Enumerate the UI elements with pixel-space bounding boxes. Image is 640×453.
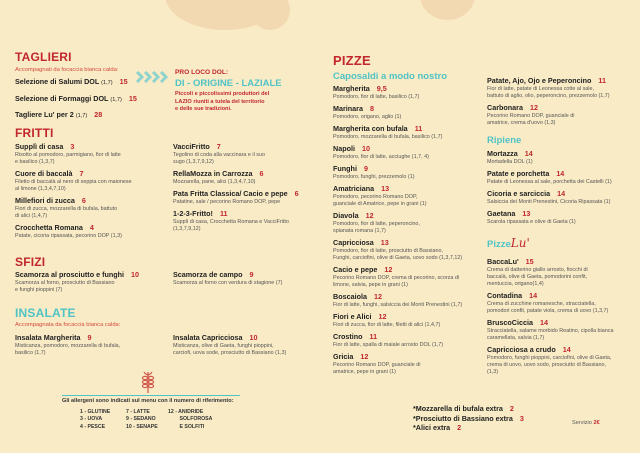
item-name-line	[487, 318, 613, 328]
item-name-line	[487, 169, 613, 179]
menu-item	[487, 103, 613, 127]
item-name-line	[15, 333, 120, 343]
menu-item	[413, 414, 524, 424]
item-name: Crostino	[333, 332, 363, 341]
section-title: PIZZE	[333, 53, 371, 68]
item-price: 6	[259, 169, 264, 178]
item-price: 14	[556, 169, 565, 178]
item-name: Amatriciana	[333, 184, 375, 193]
item-description: Pomodoro, origano, aglio (1)	[333, 114, 402, 120]
item-name-line	[487, 345, 613, 355]
item-price: 12	[360, 352, 369, 361]
item-price: 11	[414, 124, 423, 133]
item-name: Carbonara	[487, 103, 523, 112]
item-description: Pecorino Romano DOP, guanciale di amatrice, pepe in grani (1)	[333, 362, 421, 375]
menu-item	[173, 209, 299, 233]
menu-item	[333, 164, 462, 181]
item-description: Tegolino di coda alla vaccinara e il suo sugo (1,3,7,9,12)	[173, 152, 265, 165]
menu-item	[15, 169, 132, 193]
item-price: 14	[539, 318, 548, 327]
menu-item	[333, 312, 462, 329]
item-allergens: (1,7)	[75, 113, 88, 119]
item-name: Patate, Ajo, Ojo e Peperoncino	[487, 76, 592, 85]
item-description: Scamorza al forno con verdura di stagione (7)	[173, 280, 283, 286]
menu-item	[15, 142, 132, 166]
item-name-line	[413, 404, 524, 414]
item-name-line	[333, 238, 462, 248]
item-name: VacciFritto	[173, 142, 210, 151]
item-allergens: (1,7)	[101, 80, 113, 86]
menu-item	[173, 189, 299, 206]
item-name: Selezione di Salumi DOL	[15, 77, 100, 86]
section-right	[487, 76, 613, 379]
item-name-line	[333, 352, 462, 362]
item-name-line	[333, 265, 462, 275]
item-price: 3	[519, 413, 524, 423]
item-description: Pecorino Romano DOP, guanciale di amatrice, crema d'uovo (1,3)	[487, 113, 575, 126]
allergens-col-2: 7 - LATTE 9 - SEDANO 10 - SENAPE	[126, 409, 158, 430]
item-name-line	[333, 164, 462, 174]
section-subtitle: Accompagnata da focaccia bianca calda:	[15, 322, 121, 328]
menu-item	[173, 169, 299, 186]
fritti-list-right	[173, 142, 299, 236]
section-title: TAGLIERI	[15, 50, 72, 64]
item-name-line	[173, 169, 299, 179]
item-name: *Prosciutto di Bassiano extra	[413, 413, 513, 423]
item-name-line	[15, 270, 139, 280]
item-description: Crema di zucchine romanesche, stracciatella, pomodori confit, patate viola, crema di uovo (1,3,7)	[487, 301, 609, 314]
item-description: Pomodoro, funghi, prezzemolo (1)	[333, 174, 415, 180]
item-name: 1-2-3-Fritto!	[173, 209, 213, 218]
allergens-col-1: 1 - GLUTINE 3 - UOVA 4 - PESCE	[80, 409, 111, 430]
item-name: Cicoria e sarciccia	[487, 189, 551, 198]
menu-item	[173, 333, 286, 357]
item-description: Stracciatella, salame morbido Reatino, cipolla bianca caramellata, salvia (1,7)	[487, 328, 614, 341]
item-name: BaccaLu'	[487, 257, 519, 266]
item-price: 10	[131, 270, 140, 279]
item-price: 6	[81, 196, 86, 205]
item-name: Cuore di baccalà	[15, 169, 73, 178]
menu-item	[333, 184, 462, 208]
item-description: Scarola ripassata e olive di Gaeta (1)	[487, 219, 576, 225]
promo-text: Piccoli e piccolissimi produttori del LAZIO riuniti a tutela del territorio e delle sue tradizioni.	[175, 91, 270, 112]
item-description: Patate di Leonessa al sale, porchetta dei Castelli (1)	[487, 179, 612, 185]
menu-item	[333, 352, 462, 376]
service-price: 2€	[593, 420, 600, 426]
item-name: Selezione di Formaggi DOL	[15, 93, 109, 103]
item-description: Fiori di zucca, fior di latte, filetti di alici (1,4,7)	[333, 322, 441, 328]
item-price: 15	[525, 257, 534, 266]
item-name-line	[487, 149, 613, 159]
promo-headline: DI - ORIGINE - LAZIALE	[175, 78, 282, 89]
item-name: Gricia	[333, 352, 354, 361]
item-price: 3	[70, 142, 75, 151]
item-name-line	[15, 196, 132, 206]
item-name-line	[173, 209, 299, 219]
promo-box	[175, 69, 282, 114]
item-name: Crocchetta Romana	[15, 223, 83, 232]
menu-item	[333, 124, 462, 141]
item-name: Napoli	[333, 144, 355, 153]
item-name-line	[333, 184, 462, 194]
item-name: Scamorza de campo	[173, 270, 243, 279]
item-price: 10	[361, 144, 370, 153]
item-name: Insalata Capricciosa	[173, 333, 243, 342]
item-name-line	[413, 423, 524, 433]
section-pizze	[333, 53, 462, 379]
item-name-line	[487, 257, 613, 267]
extras-list	[413, 404, 524, 433]
service-label: Servizio	[572, 420, 592, 426]
item-name: Millefiori di zucca	[15, 196, 75, 205]
menu-item	[15, 333, 120, 357]
item-name: Mortazza	[487, 149, 518, 158]
item-price: 14	[562, 345, 571, 354]
section-taglieri	[15, 50, 137, 126]
item-price: 8	[369, 104, 374, 113]
item-name-line	[173, 270, 282, 280]
item-name: Patate e porchetta	[487, 169, 550, 178]
item-name: Marinara	[333, 104, 363, 113]
item-price: 9	[363, 164, 368, 173]
item-name-line	[487, 209, 613, 219]
item-description: Patate, cicoria ripassata, pecorino DOP (1,3)	[15, 233, 122, 239]
item-name: Margherita con bufala	[333, 124, 408, 133]
item-name-line	[487, 76, 613, 86]
item-name-line	[15, 93, 137, 107]
item-description: Salsiccia dei Monti Prenestini, Cicoria Ripassata (1)	[487, 199, 611, 205]
item-price: 4	[89, 223, 94, 232]
decor-shape	[420, 0, 475, 20]
item-description: Pomodoro, fior di latte, basilico (1,7)	[333, 94, 420, 100]
item-price: 15	[119, 77, 128, 86]
item-name: Capricciosa a crudo	[487, 345, 556, 354]
item-name-line	[173, 142, 299, 152]
divider	[62, 395, 240, 396]
item-name-line	[15, 142, 132, 152]
item-price: 12	[529, 103, 538, 112]
item-description: Pomodoro, fior di latte, peperoncino, spianata romana (1,7)	[333, 221, 420, 234]
menu-item	[15, 223, 132, 240]
item-allergens: (1,7)	[110, 96, 122, 103]
menu-item	[173, 270, 282, 287]
item-name-line	[333, 124, 462, 134]
item-description: Pomodoro, fior di latte, prosciutto di Bassiano, Funghi, carciofini, olive di Gaeta, uovo sodo (1,3,7,12)	[333, 248, 463, 261]
item-description: Fior di latte, spalla di maiale arrosto DOL (1,7)	[333, 342, 444, 348]
ripiene-title: Ripiene	[487, 135, 522, 146]
section-title-sfizi: SFIZI	[15, 255, 46, 269]
item-name: Capricciosa	[333, 238, 374, 247]
item-description: Fior di latte, patate di Leonessa cotte al sale, battuto di aglio, olio, peperoncino, prezzemolo (1,7)	[487, 86, 610, 99]
menu-item	[413, 404, 524, 414]
item-description: Risotto al pomodoro, parmigiano, fior di latte e basilico (1,3,7)	[15, 152, 121, 165]
item-name-line	[333, 84, 462, 94]
item-name: Gaetana	[487, 209, 516, 218]
item-name: Supplì di casa	[15, 142, 64, 151]
item-price: 6	[294, 189, 299, 198]
item-name-line	[173, 189, 299, 199]
menu-item	[15, 109, 137, 123]
section-title-fritti: FRITTI	[15, 126, 54, 140]
item-price: 14	[529, 291, 538, 300]
item-description: Pomodoro, mozzarella di bufala, basilico (1,7)	[333, 134, 443, 140]
section-title-insalate: INSALATE	[15, 306, 76, 320]
item-name: *Mozzarella di bufala extra	[413, 404, 503, 413]
menu-item	[487, 257, 613, 288]
item-description: Crema di datterino giallo arrosto, fiocchi di baccalà, olive di Gaeta, pomodorini confit, mentuccia, origano(1,4)	[487, 267, 588, 287]
item-price: 13	[380, 238, 389, 247]
item-name: Cacio e pepe	[333, 265, 378, 274]
item-name: Fiori e Alici	[333, 312, 372, 321]
menu-item	[15, 76, 137, 90]
item-price: 12	[384, 265, 393, 274]
item-name: Pata Fritta Classica/ Cacio e pepe	[173, 189, 288, 198]
item-price: 13	[381, 184, 390, 193]
item-name-line	[333, 292, 462, 302]
item-description: Pecorino Romano DOP, crema di pecorino, scorza di limone, salvia, pepe in grani (1)	[333, 275, 460, 288]
menu-item	[333, 332, 462, 349]
item-description: Mortadella DOL (1)	[487, 159, 533, 165]
promo-title: PRO LOCO DOL:	[175, 69, 229, 76]
item-description: Fior di latte, funghi, salsiccia dei Monti Prenestini (1,7)	[333, 302, 463, 308]
item-price: 9	[249, 270, 254, 279]
menu-item	[173, 142, 299, 166]
menu-item	[333, 144, 462, 161]
insalate-list-left	[15, 333, 120, 360]
menu-item	[487, 189, 613, 206]
item-name: BruscoCiccia	[487, 318, 533, 327]
menu-item	[487, 209, 613, 226]
menu-item	[487, 169, 613, 186]
item-description: Pomodoro, fior di latte, acciughe (1,7, 4)	[333, 154, 429, 160]
allergens-col-3: 12 - ANIDRIDE SOLFOROSA E SOLFITI	[168, 409, 213, 430]
item-name-line	[15, 169, 132, 179]
allergens-title: Gli allergeni sono indicati sul menu con il numero di riferimento:	[62, 398, 234, 404]
item-description: Patatine, sale / pecorino Romano DOP, pepe	[173, 199, 281, 205]
item-price: 12	[378, 312, 387, 321]
item-name: Contadina	[487, 291, 523, 300]
item-name-line	[333, 104, 462, 114]
item-price: 7	[216, 142, 221, 151]
menu-item	[333, 292, 462, 309]
decor-shape	[250, 0, 290, 30]
item-name: Insalata Margherita	[15, 333, 81, 342]
section-subtitle: Accompagnati da focaccia bianca calda:	[15, 67, 119, 73]
menu-item	[333, 238, 462, 262]
item-price: 12	[373, 292, 382, 301]
item-price: 14	[557, 189, 566, 198]
item-price: 9,5	[376, 84, 387, 93]
item-description: Misticanza, pomodoro, mozzarella di bufala, basilico (1,7)	[15, 343, 121, 356]
sfizi-list-right	[173, 270, 282, 290]
item-price: 12	[365, 211, 374, 220]
item-price: 2	[457, 423, 462, 432]
item-name-line	[173, 333, 286, 343]
item-name-line	[487, 189, 613, 199]
menu-item	[413, 423, 524, 433]
item-name-line	[487, 103, 613, 113]
item-price: 9	[87, 333, 92, 342]
menu-item	[487, 149, 613, 166]
item-name: Scamorza al prosciutto e funghi	[15, 270, 125, 279]
item-name: RellaMozza in Carrozza	[173, 169, 253, 178]
item-description: Pomodoro, pecorino Romano DOP, guanciale di Amatrice, pepe in grani (1)	[333, 194, 427, 207]
item-name: Funghi	[333, 164, 357, 173]
fritti-list-left	[15, 142, 132, 243]
item-name: Tagliere Lu' per 2	[15, 110, 74, 119]
item-name: Margherita	[333, 84, 370, 93]
item-price: 28	[94, 110, 103, 119]
item-price: 15	[128, 93, 137, 103]
item-name: Diavola	[333, 211, 359, 220]
item-price: 7	[79, 169, 84, 178]
item-description: Filetto di baccalà al nero di seppia con maionese al limone (1,3,4,7,10)	[15, 179, 132, 192]
item-description: Scamorza al forno, prosciutto di Bassiano e funghi pioppini (7)	[15, 280, 115, 293]
item-name: Boscaiola	[333, 292, 367, 301]
item-price: 11	[219, 209, 228, 218]
item-description: Misticanza, olive di Gaeta, funghi pioppini, carciofi, uova sode, prosciutto di Bassiano (1,3)	[173, 343, 287, 356]
item-name-line	[487, 291, 613, 301]
menu-item	[15, 93, 137, 107]
item-price: 14	[524, 149, 533, 158]
item-description: Mozzarella, pane, alici (1,3,4,7,10)	[173, 179, 256, 185]
arrows-icon	[136, 70, 170, 88]
item-name: *Alici extra	[413, 423, 451, 432]
menu-item	[333, 84, 462, 101]
menu-item	[15, 270, 139, 294]
item-name-line	[333, 211, 462, 221]
lu-logo: Lu'	[510, 236, 530, 250]
item-price: 11	[369, 332, 378, 341]
item-name-line	[15, 223, 132, 233]
menu-item	[487, 291, 613, 315]
menu-item	[333, 265, 462, 289]
item-name-line	[333, 144, 462, 154]
menu-item	[487, 76, 613, 100]
item-name-line	[333, 332, 462, 342]
menu-item	[487, 318, 613, 342]
menu-item	[15, 196, 132, 220]
menu-item	[333, 211, 462, 235]
menu-item	[333, 104, 462, 121]
insalate-list-right	[173, 333, 286, 360]
item-name-line	[15, 109, 137, 123]
menu-item	[487, 345, 613, 376]
item-description: Supplì di casa, Crocchetta Romana e VacciFritto (1,3,7,9,12)	[173, 219, 289, 232]
sfizi-list-left	[15, 270, 139, 297]
item-description: Fiori di zucca, mozzarella di bufala, battuto di alici (1,4,7)	[15, 206, 118, 219]
pizze-lu-title: Pizze	[487, 239, 511, 250]
item-price: 13	[522, 209, 531, 218]
item-name-line	[15, 76, 137, 90]
item-price: 11	[598, 76, 606, 85]
item-name-line	[333, 312, 462, 322]
item-price: 10	[249, 333, 258, 342]
section-subtitle: Caposaldi a modo nostro	[333, 71, 448, 82]
item-price: 2	[509, 404, 514, 413]
item-name-line	[413, 414, 524, 424]
service-charge	[572, 420, 600, 426]
item-description: Pomodoro, funghi pioppini, carciofini, olive di Gaeta, crema di uovo, uovo sodo, prosciutto di Bassiano, (1,3)	[487, 355, 612, 375]
